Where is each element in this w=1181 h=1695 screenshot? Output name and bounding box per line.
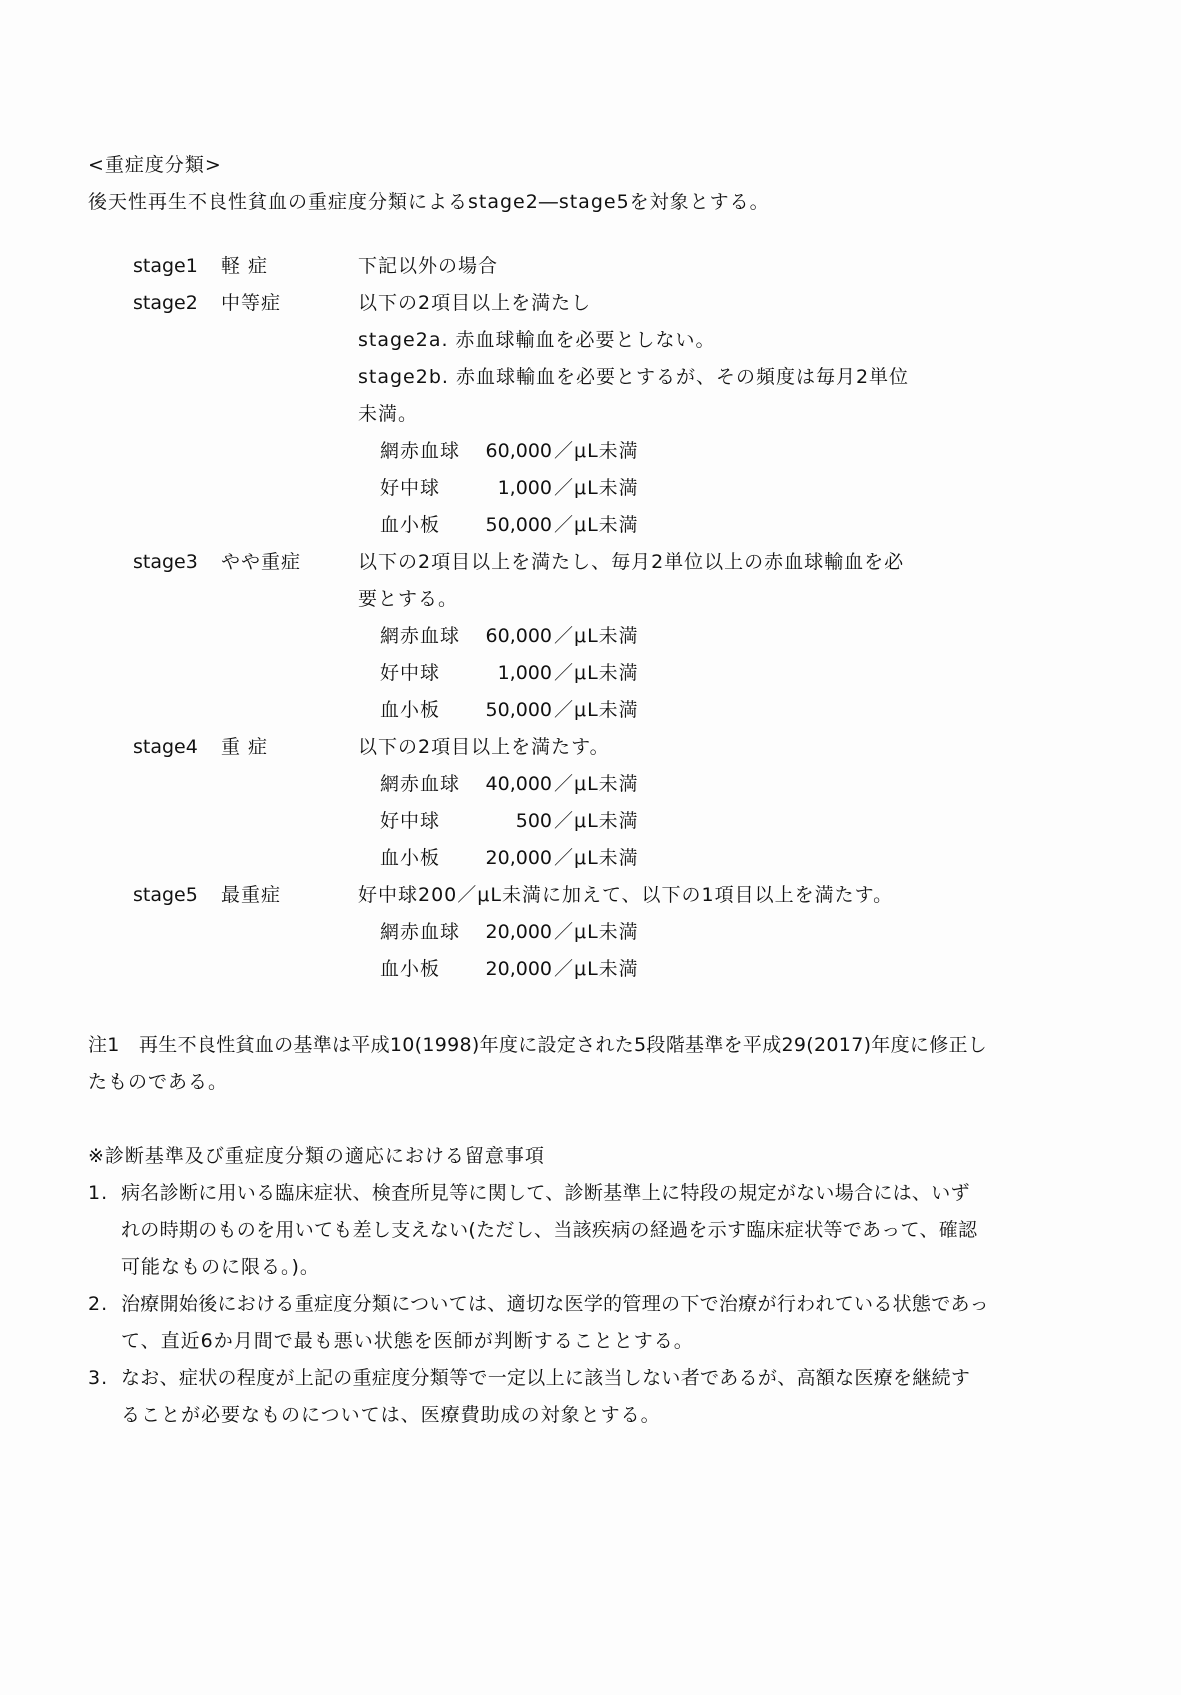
lab-value: 500 [515, 810, 552, 832]
remark-line: 治療開始後における重症度分類については、適切な医学的管理の下で治療が行われている状態であっ [121, 1293, 989, 1315]
lab-unit: ／μL未満 [554, 699, 639, 721]
stage-desc: stage2a. 赤血球輸血を必要としない。 [358, 329, 716, 351]
section-title: <重症度分類> [88, 154, 222, 176]
remark-line: れの時期のものを用いても差し支えない(ただし、当該疾病の経過を示す臨床症状等であって、確認 [121, 1219, 978, 1241]
lab-value: 1,000 [497, 477, 552, 499]
lab-value: 1,000 [497, 662, 552, 684]
lab-name: 網赤血球 [380, 625, 461, 647]
lab-name: 血小板 [380, 847, 441, 869]
stage-id: stage3 [133, 551, 198, 573]
lab-value: 20,000 [485, 958, 552, 980]
note-line: たものである。 [88, 1071, 229, 1093]
lab-name: 網赤血球 [380, 773, 461, 795]
stage-id: stage1 [133, 255, 198, 277]
stage-desc: 未満。 [358, 403, 419, 425]
remark-line: 可能なものに限る。)。 [121, 1256, 320, 1278]
stage-desc: 好中球200／μL未満に加えて、以下の1項目以上を満たす。 [358, 884, 894, 906]
lab-unit: ／μL未満 [554, 477, 639, 499]
lab-value: 20,000 [485, 921, 552, 943]
stage-desc: 以下の2項目以上を満たし [358, 292, 592, 314]
lab-unit: ／μL未満 [554, 847, 639, 869]
stage-name: やや重症 [221, 551, 302, 573]
remark-number: 3. [88, 1367, 109, 1389]
stage-id: stage5 [133, 884, 198, 906]
remark-line: 病名診断に用いる臨床症状、検査所見等に関して、診断基準上に特段の規定がない場合には、いず [121, 1182, 970, 1204]
lab-unit: ／μL未満 [554, 440, 639, 462]
remarks-title: ※診断基準及び重症度分類の適応における留意事項 [88, 1145, 545, 1167]
stage-desc: 以下の2項目以上を満たす。 [358, 736, 610, 758]
stage-id: stage2 [133, 292, 198, 314]
lab-name: 網赤血球 [380, 440, 461, 462]
lab-unit: ／μL未満 [554, 921, 639, 943]
stage-name: 軽 症 [221, 255, 269, 277]
lab-name: 網赤血球 [380, 921, 461, 943]
lab-name: 血小板 [380, 699, 441, 721]
remark-line: なお、症状の程度が上記の重症度分類等で一定以上に該当しない者であるが、高額な医療を継続す [121, 1367, 971, 1389]
remark-line: て、直近6か月間で最も悪い状態を医師が判断することとする。 [121, 1330, 694, 1352]
stage-name: 重 症 [221, 736, 269, 758]
stage-name: 最重症 [221, 884, 282, 906]
lab-value: 60,000 [485, 440, 552, 462]
lab-name: 血小板 [380, 514, 441, 536]
lab-name: 好中球 [380, 477, 441, 499]
stage-id: stage4 [133, 736, 198, 758]
lab-value: 60,000 [485, 625, 552, 647]
remark-number: 2. [88, 1293, 109, 1315]
note-line: 注1 再生不良性貧血の基準は平成10(1998)年度に設定された5段階基準を平成29(2017)年度に修正し [88, 1034, 988, 1056]
lab-unit: ／μL未満 [554, 773, 639, 795]
intro-text: 後天性再生不良性貧血の重症度分類によるstage2―stage5を対象とする。 [88, 191, 770, 213]
lab-value: 40,000 [485, 773, 552, 795]
lab-unit: ／μL未満 [554, 958, 639, 980]
lab-unit: ／μL未満 [554, 625, 639, 647]
remark-number: 1. [88, 1182, 109, 1204]
stage-name: 中等症 [221, 292, 282, 314]
stage-desc: 下記以外の場合 [358, 255, 499, 277]
lab-value: 50,000 [485, 514, 552, 536]
stage-desc: stage2b. 赤血球輸血を必要とするが、その頻度は毎月2単位 [358, 366, 910, 388]
lab-unit: ／μL未満 [554, 514, 639, 536]
stage-desc: 以下の2項目以上を満たし、毎月2単位以上の赤血球輸血を必 [358, 551, 905, 573]
stage-desc: 要とする。 [358, 588, 459, 610]
lab-name: 血小板 [380, 958, 441, 980]
lab-unit: ／μL未満 [554, 810, 639, 832]
lab-value: 20,000 [485, 847, 552, 869]
remark-line: ることが必要なものについては、医療費助成の対象とする。 [121, 1404, 661, 1426]
lab-name: 好中球 [380, 810, 441, 832]
lab-name: 好中球 [380, 662, 441, 684]
lab-value: 50,000 [485, 699, 552, 721]
lab-unit: ／μL未満 [554, 662, 639, 684]
